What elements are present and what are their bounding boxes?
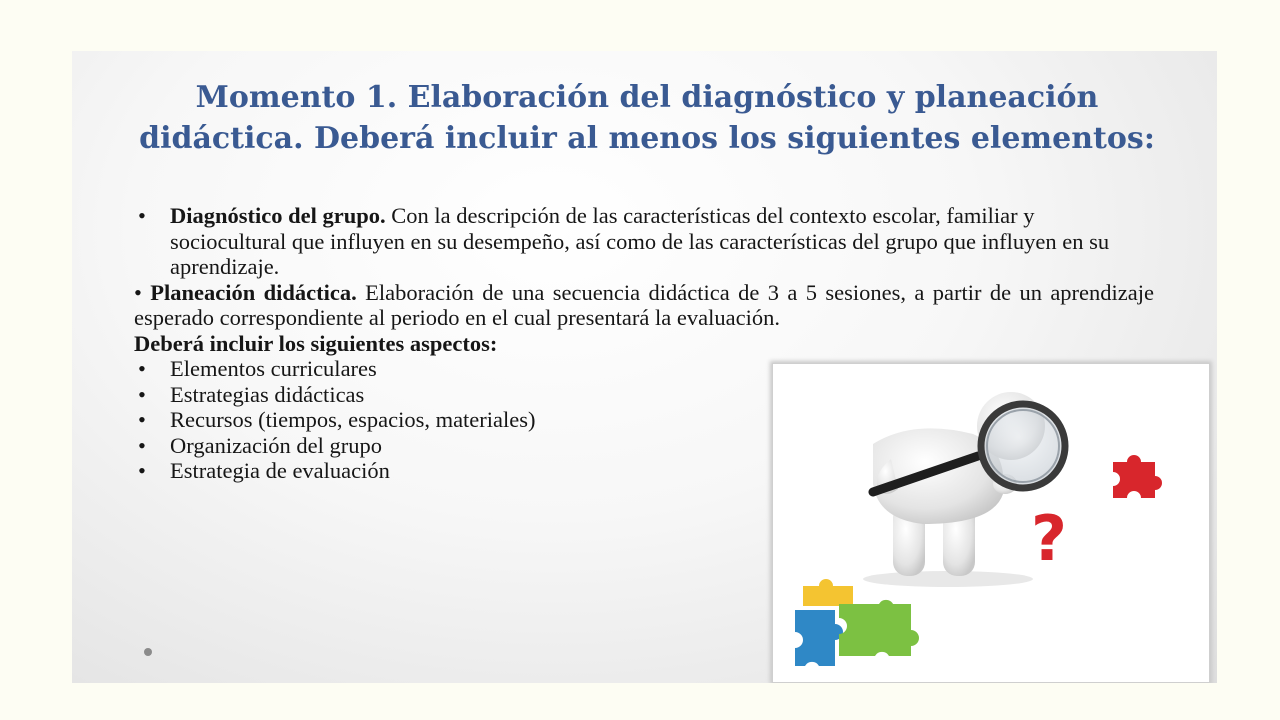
planeacion-label: Planeación didáctica. xyxy=(150,279,357,305)
aspect-label: Recursos (tiempos, espacios, materiales) xyxy=(170,407,536,432)
planeacion-paragraph xyxy=(134,280,1154,331)
aspects-heading: Deberá incluir los siguientes aspectos: xyxy=(134,330,498,356)
slide-title: Momento 1. Elaboración del diagnóstico y planeación didáctica. Deberá incluir al menos los siguientes elementos: xyxy=(139,80,1155,156)
aspect-label: Estrategia de evaluación xyxy=(170,458,390,483)
bullet-glyph: • xyxy=(138,432,146,458)
slide xyxy=(72,51,1217,683)
bullet-glyph: • xyxy=(138,203,146,228)
figure-magnifying-glass-puzzle-icon xyxy=(773,364,1209,682)
bullet-glyph: • xyxy=(138,407,146,432)
slide-bullet-marker xyxy=(144,648,152,656)
bullet-glyph: • xyxy=(138,381,146,407)
aspect-label: Elementos curriculares xyxy=(170,356,377,381)
bullet-glyph: • xyxy=(138,458,146,483)
aspect-label: Organización del grupo xyxy=(170,432,383,458)
bullet-label: Diagnóstico del grupo. xyxy=(170,203,386,228)
bullet-item-diagnostico xyxy=(134,203,1154,280)
bullet-glyph: • xyxy=(134,279,142,305)
bullet-text: Con la descripción de las características del contexto escolar, familiar y sociocultural que influyen en su desempeño, así como de las características del grupo que influyen en su aprendizaje. xyxy=(170,203,1110,279)
planeacion-text: Elaboración de una secuencia didáctica de 3 a 5 sesiones, a partir de un aprendizaje esperado correspondiente al periodo en el cual presentará la evaluación. xyxy=(134,279,1155,330)
bullet-list xyxy=(134,203,1154,280)
illustration-photo xyxy=(772,363,1210,683)
question-mark: ? xyxy=(1031,502,1067,575)
aspect-label: Estrategias didácticas xyxy=(170,381,365,407)
bullet-glyph: • xyxy=(138,356,146,381)
